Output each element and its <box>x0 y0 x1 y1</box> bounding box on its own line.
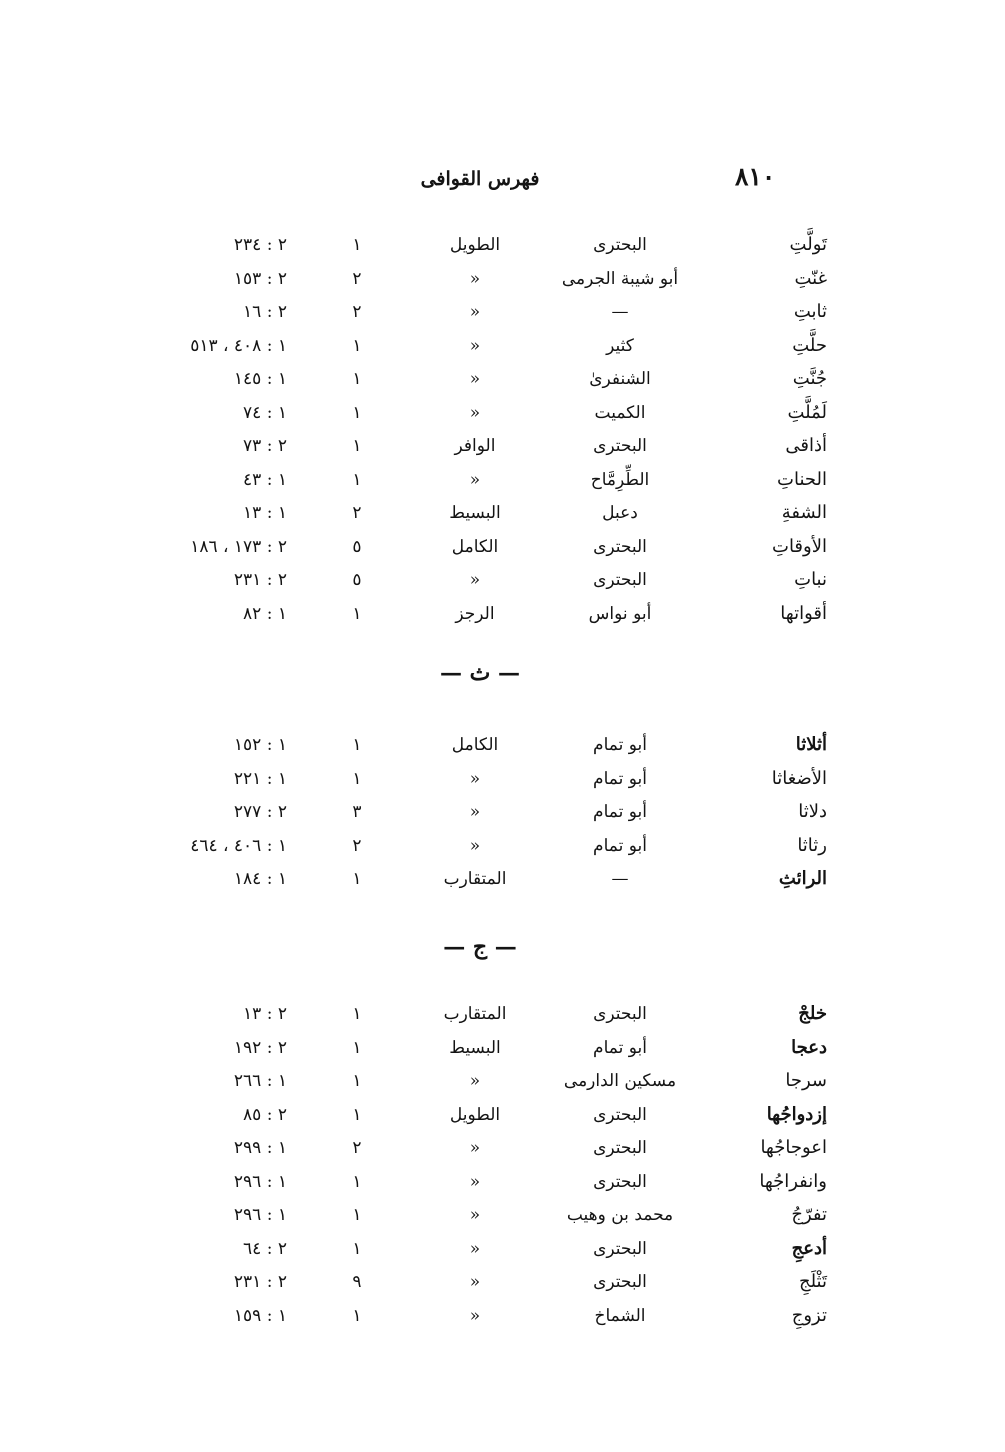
index-row <box>0 728 1005 762</box>
index-row <box>0 1098 1005 1132</box>
verse-count: ١ <box>352 1004 362 1024</box>
index-row <box>0 463 1005 497</box>
volume-page-ref: ١ : ٤٠٦ ، ٤٦٤ <box>190 836 287 856</box>
rhyme-word: دعجا <box>791 1037 827 1058</box>
rhyme-word: أثلاثا <box>795 734 827 755</box>
rhyme-word: إزدواجُها <box>766 1104 827 1125</box>
meter-name: » <box>469 269 481 289</box>
volume-page-ref: ١ : ١٤٥ <box>233 369 287 389</box>
poet-name: أبو تمام <box>593 802 647 822</box>
poet-name: كثير <box>606 336 634 356</box>
verse-count: ١ <box>352 604 362 624</box>
page-title: فهرس القوافى <box>420 168 540 190</box>
meter-name: الرجز <box>455 604 495 624</box>
index-row <box>0 1165 1005 1199</box>
verse-count: ١ <box>352 1205 362 1225</box>
volume-page-ref: ١ : ٢٩٦ <box>233 1172 287 1192</box>
poet-name: أبو تمام <box>593 836 647 856</box>
meter-name: الوافر <box>454 436 496 456</box>
volume-page-ref: ١ : ١٨٤ <box>233 869 287 889</box>
poet-name: أبو نواس <box>588 604 652 624</box>
index-row <box>0 1064 1005 1098</box>
rhyme-word: حلَّتِ <box>792 335 827 356</box>
meter-name: » <box>469 570 481 590</box>
rhyme-word: اعوجاجُها <box>760 1137 827 1158</box>
verse-count: ٢ <box>352 1138 362 1158</box>
rhyme-word: الأضغاثا <box>771 768 827 789</box>
verse-count: ٢ <box>352 302 362 322</box>
meter-name: » <box>469 1272 481 1292</box>
index-row <box>0 997 1005 1031</box>
index-row <box>0 829 1005 863</box>
index-row <box>0 1198 1005 1232</box>
rhyme-word: ثابتِ <box>793 301 827 322</box>
index-row <box>0 597 1005 631</box>
meter-name: المتقارب <box>443 869 507 889</box>
rhyme-word: جُنَّتِ <box>792 368 827 389</box>
index-row <box>0 362 1005 396</box>
poet-name: — <box>611 869 629 889</box>
verse-count: ٢ <box>352 503 362 523</box>
rhyme-word: الرائثِ <box>778 868 827 889</box>
verse-count: ١ <box>352 403 362 423</box>
verse-count: ١ <box>352 436 362 456</box>
volume-page-ref: ١ : ١٣ <box>243 503 287 523</box>
meter-name: » <box>469 1172 481 1192</box>
meter-name: » <box>469 836 481 856</box>
meter-name: » <box>469 802 481 822</box>
volume-page-ref: ١ : ٤٣ <box>243 470 287 490</box>
verse-count: ١ <box>352 1071 362 1091</box>
meter-name: » <box>469 470 481 490</box>
index-row <box>0 1031 1005 1065</box>
verse-count: ١ <box>352 869 362 889</box>
volume-page-ref: ١ : ١٥٩ <box>233 1306 287 1326</box>
index-row <box>0 530 1005 564</box>
poet-name: أبو تمام <box>593 1038 647 1058</box>
verse-count: ١ <box>352 369 362 389</box>
rhyme-word: الأوقاتِ <box>772 536 827 557</box>
volume-page-ref: ٢ : ٧٣ <box>243 436 287 456</box>
rhyme-word: دلاثا <box>798 801 827 822</box>
rhyme-word: تَولَّتِ <box>789 234 827 255</box>
poet-name: أبو تمام <box>593 769 647 789</box>
poet-name: البحترى <box>593 537 647 557</box>
rhyme-word: الحناتِ <box>777 469 827 490</box>
volume-page-ref: ١ : ١٥٢ <box>233 735 287 755</box>
poet-name: أبو شيبة الجرمى <box>561 269 679 289</box>
index-row <box>0 1265 1005 1299</box>
meter-name: الطويل <box>449 1105 501 1125</box>
verse-count: ٢ <box>352 269 362 289</box>
poet-name: الكميت <box>594 403 646 423</box>
index-row <box>0 329 1005 363</box>
meter-name: البسيط <box>449 503 501 523</box>
index-row <box>0 563 1005 597</box>
index-row <box>0 496 1005 530</box>
poet-name: — <box>611 302 629 322</box>
index-row <box>0 862 1005 896</box>
rhyme-word: تفرّجُ <box>791 1204 827 1225</box>
meter-name: » <box>469 369 481 389</box>
volume-page-ref: ٢ : ١٦ <box>243 302 287 322</box>
verse-count: ٥ <box>352 537 362 557</box>
meter-name: الكامل <box>451 537 499 557</box>
poet-name: الشنفرىٰ <box>589 369 651 389</box>
index-row <box>0 429 1005 463</box>
volume-page-ref: ١ : ٤٠٨ ، ٥١٣ <box>190 336 287 356</box>
verse-count: ٩ <box>352 1272 362 1292</box>
poet-name: البحترى <box>593 436 647 456</box>
volume-page-ref: ١ : ٨٢ <box>243 604 287 624</box>
poet-name: دعبل <box>602 503 638 523</box>
meter-name: » <box>469 1306 481 1326</box>
poet-name: أبو تمام <box>593 735 647 755</box>
volume-page-ref: ٢ : ٢٧٧ <box>233 802 287 822</box>
index-row <box>0 795 1005 829</box>
volume-page-ref: ٢ : ١٣ <box>243 1004 287 1024</box>
rhyme-word: وانفراجُها <box>759 1171 827 1192</box>
verse-count: ١ <box>352 1239 362 1259</box>
poet-name: البحترى <box>593 235 647 255</box>
rhyme-word: الشفةِ <box>781 502 827 523</box>
rhyme-word: لَمُلَّتِ <box>787 402 827 423</box>
rhyme-word: رثاثا <box>797 835 827 856</box>
meter-name: البسيط <box>449 1038 501 1058</box>
poet-name: الطِّرِمَّاح <box>590 470 650 490</box>
meter-name: الكامل <box>451 735 499 755</box>
volume-page-ref: ٢ : ٢٣١ <box>233 570 287 590</box>
volume-page-ref: ٢ : ٢٣٤ <box>233 235 287 255</box>
poet-name: البحترى <box>593 1172 647 1192</box>
volume-page-ref: ٢ : ١٥٣ <box>233 269 287 289</box>
verse-count: ٣ <box>352 802 362 822</box>
rhyme-word: غنّتِ <box>794 268 827 289</box>
verse-count: ١ <box>352 1105 362 1125</box>
meter-name: » <box>469 403 481 423</box>
poet-name: البحترى <box>593 1004 647 1024</box>
index-row <box>0 396 1005 430</box>
volume-page-ref: ١ : ٢٢١ <box>233 769 287 789</box>
rhyme-word: تَثْلَجِ <box>798 1271 827 1292</box>
rhyme-word: أقواتها <box>780 603 827 624</box>
poet-name: البحترى <box>593 570 647 590</box>
volume-page-ref: ١ : ٧٤ <box>243 403 287 423</box>
verse-count: ١ <box>352 1172 362 1192</box>
verse-count: ١ <box>352 235 362 255</box>
poet-name: محمد بن وهيب <box>566 1205 674 1225</box>
poet-name: البحترى <box>593 1239 647 1259</box>
poet-name: مسكين الدارمى <box>563 1071 677 1091</box>
poet-name: البحترى <box>593 1138 647 1158</box>
meter-name: الطويل <box>449 235 501 255</box>
meter-name: » <box>469 1205 481 1225</box>
volume-page-ref: ٢ : ٨٥ <box>243 1105 287 1125</box>
volume-page-ref: ٢ : ٦٤ <box>243 1239 287 1259</box>
index-row <box>0 1299 1005 1333</box>
index-row <box>0 762 1005 796</box>
volume-page-ref: ١ : ٢٩٩ <box>233 1138 287 1158</box>
section-heading: — ث — <box>439 660 521 686</box>
meter-name: » <box>469 1138 481 1158</box>
volume-page-ref: ٢ : ٢٣١ <box>233 1272 287 1292</box>
index-row <box>0 295 1005 329</box>
rhyme-word: نباتِ <box>794 569 827 590</box>
meter-name: » <box>469 302 481 322</box>
meter-name: المتقارب <box>443 1004 507 1024</box>
rhyme-word: تزوجِ <box>791 1305 827 1326</box>
meter-name: » <box>469 769 481 789</box>
volume-page-ref: ٢ : ١٩٢ <box>233 1038 287 1058</box>
verse-count: ١ <box>352 470 362 490</box>
volume-page-ref: ١ : ٢٩٦ <box>233 1205 287 1225</box>
verse-count: ١ <box>352 336 362 356</box>
section-heading: — ج — <box>443 934 517 960</box>
rhyme-word: خلجْ <box>798 1003 827 1024</box>
verse-count: ١ <box>352 1038 362 1058</box>
rhyme-word: أدعجِ <box>791 1238 827 1259</box>
verse-count: ٥ <box>352 570 362 590</box>
verse-count: ١ <box>352 735 362 755</box>
meter-name: » <box>469 1071 481 1091</box>
verse-count: ١ <box>352 769 362 789</box>
rhyme-word: أذاقى <box>785 435 827 456</box>
index-row <box>0 262 1005 296</box>
volume-page-ref: ٢ : ١٧٣ ، ١٨٦ <box>190 537 287 557</box>
index-row <box>0 1131 1005 1165</box>
poet-name: الشماخ <box>594 1306 646 1326</box>
index-row <box>0 1232 1005 1266</box>
verse-count: ١ <box>352 1306 362 1326</box>
poet-name: البحترى <box>593 1272 647 1292</box>
page-number: ٨١٠ <box>735 162 776 191</box>
verse-count: ٢ <box>352 836 362 856</box>
meter-name: » <box>469 336 481 356</box>
volume-page-ref: ١ : ٢٦٦ <box>233 1071 287 1091</box>
poet-name: البحترى <box>593 1105 647 1125</box>
meter-name: » <box>469 1239 481 1259</box>
index-row <box>0 228 1005 262</box>
rhyme-word: سرجا <box>785 1070 827 1091</box>
